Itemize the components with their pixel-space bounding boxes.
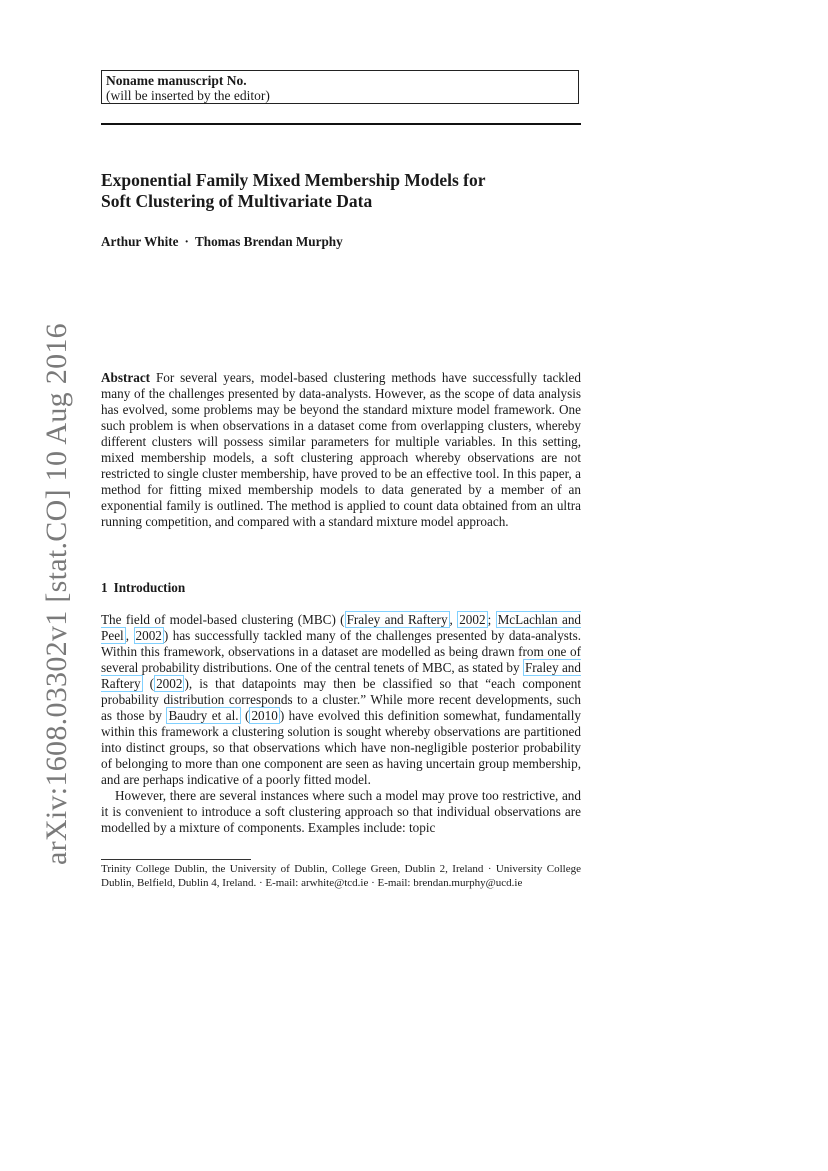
author-list (101, 234, 581, 250)
header-rule (101, 123, 581, 125)
citation-link[interactable]: 2002 (156, 676, 183, 691)
affiliation-footnote: Trinity College Dublin, the University of Dublin, College Green, Dublin 2, Ireland · University College Dublin, Belfield, Dublin 4, Ireland. · E-mail: arwhite@tcd.ie · E-mail: brendan.murphy@ucd.ie (101, 863, 581, 889)
editor-note: (will be inserted by the editor) (106, 88, 270, 103)
intro-paragraph-2: However, there are several instances where such a model may prove too restrictive, and it is convenient to introduce a soft clustering approach so that individual observations are modelled by a mixture of components. Examples include: topic (101, 788, 581, 835)
manuscript-number-label: Noname manuscript No. (106, 73, 247, 88)
text-run: ) have evolved this definition somewhat, fundamentally within this framework a clustering solution is sought whereby observations are partitioned into distinct groups, so that observations which have non-negligible posterior probability of belonging to more than one component are seen as having uncertain group membership, and are perhaps indicative of a poorly fitted model. (101, 708, 581, 787)
introduction-body (101, 612, 581, 836)
abstract (101, 370, 581, 530)
text-run: ; (487, 612, 496, 627)
title-line-1: Exponential Family Mixed Membership Models for (101, 170, 486, 190)
text-run: , (125, 628, 134, 643)
intro-paragraph-1 (101, 612, 581, 788)
citation-link[interactable]: 2002 (135, 628, 162, 643)
section-title: Introduction (113, 580, 186, 595)
section-heading (101, 580, 185, 596)
title-line-2: Soft Clustering of Multivariate Data (101, 191, 373, 211)
author-separator: · (184, 234, 189, 249)
citation-link[interactable]: Baudry et al. (168, 708, 239, 723)
abstract-text: For several years, model-based clustering methods have successfully tackled many of the challenges presented by data-analysts. However, as the scope of data analysis has evolved, some problems may be beyond the standard mixture model framework. One such problem is when observations in a dataset come from overlapping clusters, whereby different clusters will possess similar parameters for multiple variables. In this setting, mixed membership models, a soft clustering approach whereby observations are not restricted to single cluster membership, have proved to be an effective tool. In this paper, a method for fitting mixed membership models to data generated by a member of an exponential family is outlined. The method is applied to count data obtained from an ultra running competition, and compared with a standard mixture model approach. (101, 370, 582, 529)
footnote-rule (101, 859, 251, 860)
author-1: Arthur White (101, 234, 179, 249)
text-run: , (449, 612, 458, 627)
text-run: The field of model-based clustering (MBC) ( (101, 612, 345, 627)
text-run: ), is that datapoints may then be classified so that “each component probability distribution corresponds to a cluster.” While more recent developments, such as those by (101, 676, 581, 723)
abstract-label: Abstract (101, 370, 151, 385)
text-run: ) has successfully tackled many of the challenges presented by data-analysts. Within this framework, observations in a dataset are modelled as being drawn from one of several probability distributions. One of the central tenets of MBC, as stated by (101, 628, 582, 675)
manuscript-number-box (101, 70, 579, 104)
citation-link[interactable]: Fraley and Raftery (101, 660, 581, 691)
citation-link[interactable]: 2010 (251, 708, 278, 723)
citation-link[interactable]: Fraley and Raftery (346, 612, 448, 627)
text-run: ( (142, 676, 155, 691)
text-run: ( (240, 708, 250, 723)
arxiv-sidebar-stamp: arXiv:1608.03302v1 [stat.CO] 10 Aug 2016 (40, 323, 73, 865)
section-number: 1 (101, 580, 108, 595)
citation-link[interactable]: McLachlan and Peel (101, 612, 582, 643)
author-2: Thomas Brendan Murphy (194, 234, 343, 249)
paper-title (101, 170, 581, 212)
citation-link[interactable]: 2002 (459, 612, 486, 627)
